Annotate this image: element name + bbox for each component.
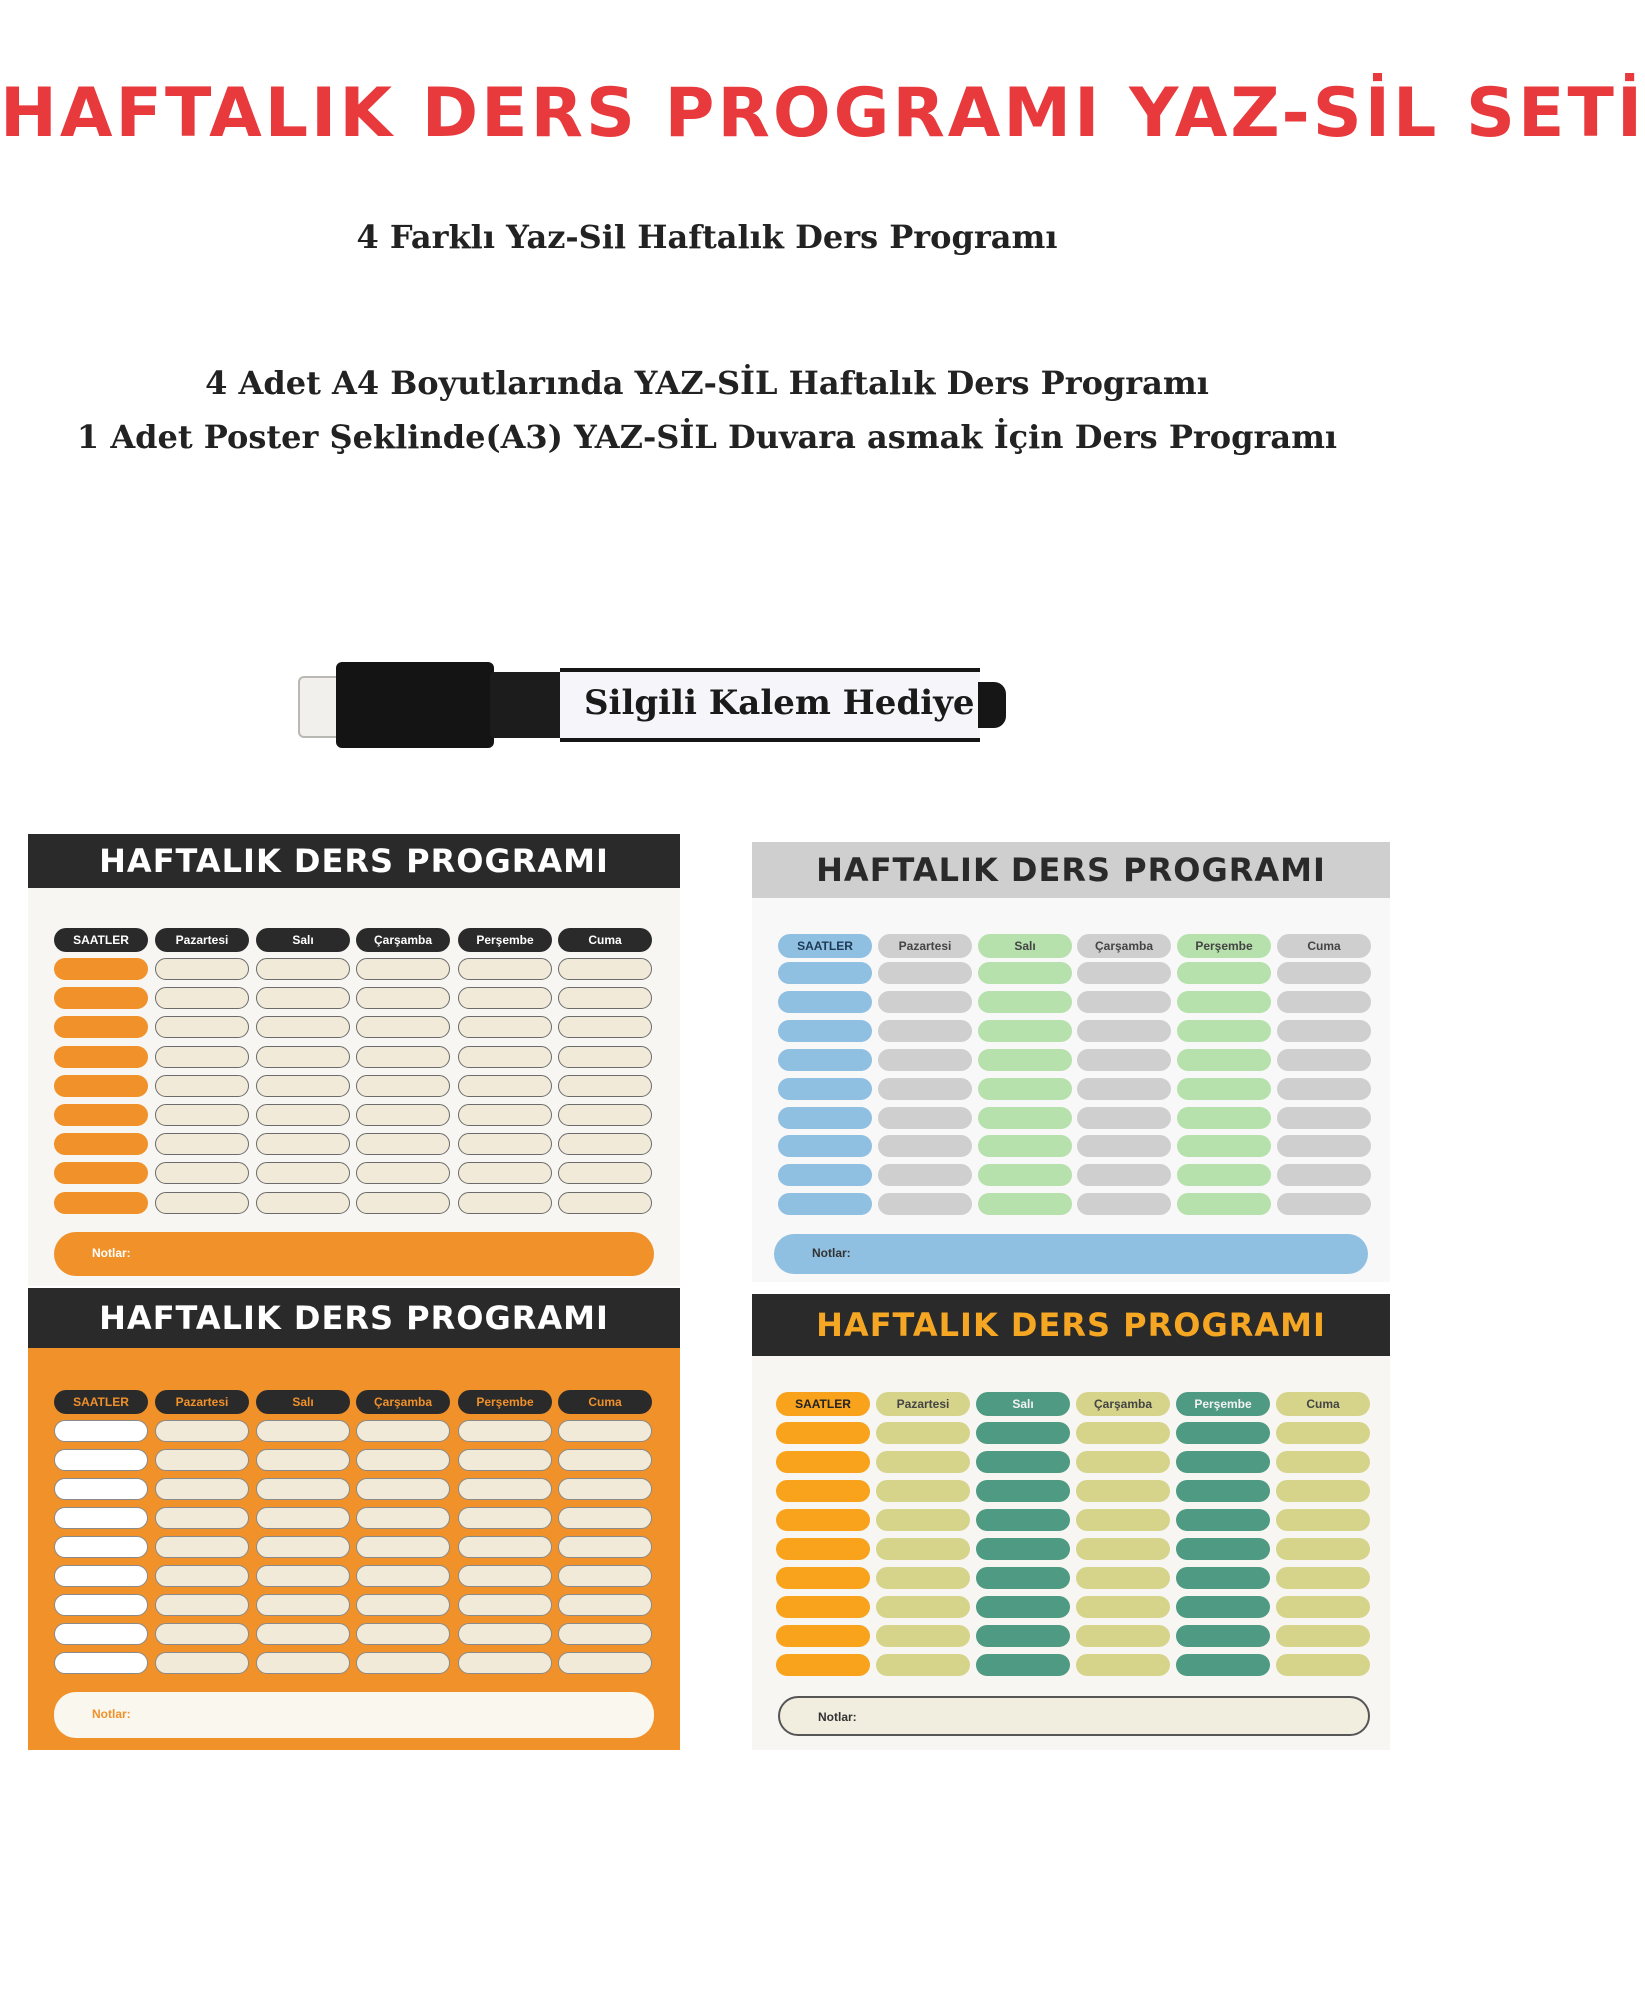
schedule-cell bbox=[776, 1538, 870, 1560]
schedule-cell bbox=[978, 1078, 1072, 1100]
header-0: SAATLER bbox=[776, 1392, 870, 1416]
schedule-cell bbox=[458, 1507, 552, 1529]
header-3: Çarşamba bbox=[356, 1390, 450, 1414]
schedule-cell bbox=[558, 1162, 652, 1184]
schedule-cell bbox=[1076, 1509, 1170, 1531]
schedule-cell bbox=[558, 1449, 652, 1471]
schedule-cell bbox=[1176, 1509, 1270, 1531]
schedule-cell bbox=[1177, 1135, 1271, 1157]
schedule-cell bbox=[558, 958, 652, 980]
schedule-cell bbox=[876, 1451, 970, 1473]
schedule-cell bbox=[778, 1164, 872, 1186]
schedule-cell bbox=[776, 1509, 870, 1531]
schedule-cell bbox=[1277, 991, 1371, 1013]
schedule-cell bbox=[776, 1422, 870, 1444]
schedule-cell bbox=[558, 1623, 652, 1645]
schedule-cell bbox=[54, 1507, 148, 1529]
schedule-cell bbox=[1077, 1078, 1171, 1100]
schedule-cell bbox=[256, 1565, 350, 1587]
schedule-cell bbox=[1076, 1596, 1170, 1618]
header-3: Çarşamba bbox=[1077, 934, 1171, 958]
schedule-cell bbox=[356, 1016, 450, 1038]
schedule-cell bbox=[54, 1449, 148, 1471]
schedule-cell bbox=[54, 1075, 148, 1097]
schedule-cell bbox=[356, 1449, 450, 1471]
schedule-cell bbox=[558, 1507, 652, 1529]
subtitle: 4 Farklı Yaz-Sil Haftalık Ders Programı bbox=[356, 218, 1058, 256]
schedule-cell bbox=[776, 1596, 870, 1618]
schedule-cell bbox=[155, 1192, 249, 1214]
notes-label: Notlar: bbox=[818, 1710, 857, 1724]
schedule-cell bbox=[878, 1193, 972, 1215]
schedule-cell bbox=[976, 1422, 1070, 1444]
schedule-cell bbox=[155, 1594, 249, 1616]
pen-tip bbox=[978, 682, 1006, 728]
schedule-cell bbox=[356, 987, 450, 1009]
schedule-teal-olive bbox=[752, 1294, 1390, 1750]
schedule-cell bbox=[356, 1192, 450, 1214]
schedule-cell bbox=[458, 1565, 552, 1587]
schedule-cell bbox=[458, 1046, 552, 1068]
schedule-cell bbox=[54, 1652, 148, 1674]
schedule-cell bbox=[256, 1162, 350, 1184]
schedule-cell bbox=[558, 1075, 652, 1097]
schedule-cell bbox=[1077, 962, 1171, 984]
schedule-cell bbox=[878, 1020, 972, 1042]
schedule-cell bbox=[776, 1480, 870, 1502]
notes-label: Notlar: bbox=[92, 1246, 131, 1260]
header-5: Cuma bbox=[1277, 934, 1371, 958]
schedule-cell bbox=[1277, 1049, 1371, 1071]
schedule-cell bbox=[876, 1538, 970, 1560]
schedule-cell bbox=[978, 962, 1072, 984]
schedule-cell bbox=[1276, 1422, 1370, 1444]
schedule-cell bbox=[876, 1509, 970, 1531]
schedule-cell bbox=[256, 1133, 350, 1155]
header-1: Pazartesi bbox=[155, 928, 249, 952]
schedule-cell bbox=[876, 1567, 970, 1589]
schedule-cell bbox=[1176, 1480, 1270, 1502]
schedule-cell bbox=[1276, 1654, 1370, 1676]
schedule-cell bbox=[458, 1420, 552, 1442]
schedule-cell bbox=[155, 1046, 249, 1068]
schedule-cell bbox=[878, 1107, 972, 1129]
header-2: Salı bbox=[976, 1392, 1070, 1416]
schedule-cell bbox=[1076, 1625, 1170, 1647]
schedule-cell bbox=[876, 1596, 970, 1618]
schedule-cell bbox=[155, 1016, 249, 1038]
schedule-cell bbox=[458, 987, 552, 1009]
notes-box bbox=[54, 1692, 654, 1738]
schedule-cell bbox=[1177, 1164, 1271, 1186]
schedule-cell bbox=[1277, 1193, 1371, 1215]
header-0: SAATLER bbox=[54, 928, 148, 952]
schedule-cell bbox=[1277, 1135, 1371, 1157]
schedule-cell bbox=[978, 1107, 1072, 1129]
schedule-cell bbox=[976, 1480, 1070, 1502]
schedule-cell bbox=[356, 1046, 450, 1068]
header-2: Salı bbox=[256, 928, 350, 952]
schedule-title: HAFTALIK DERS PROGRAMI bbox=[28, 834, 680, 888]
schedule-cell bbox=[778, 1135, 872, 1157]
schedule-cell bbox=[976, 1596, 1070, 1618]
schedule-cell bbox=[458, 1162, 552, 1184]
schedule-cell bbox=[1176, 1567, 1270, 1589]
schedule-cell bbox=[1176, 1654, 1270, 1676]
pen-collar bbox=[490, 672, 564, 738]
schedule-cell bbox=[558, 1133, 652, 1155]
header-4: Perşembe bbox=[458, 928, 552, 952]
schedule-cell bbox=[54, 1016, 148, 1038]
header-1: Pazartesi bbox=[876, 1392, 970, 1416]
schedule-cell bbox=[558, 1046, 652, 1068]
schedule-cell bbox=[976, 1538, 1070, 1560]
schedule-cell bbox=[558, 1478, 652, 1500]
schedule-cell bbox=[558, 987, 652, 1009]
schedule-blue-green bbox=[752, 842, 1390, 1282]
schedule-cell bbox=[356, 1478, 450, 1500]
schedule-cell bbox=[54, 1104, 148, 1126]
schedule-cell bbox=[155, 1449, 249, 1471]
schedule-cell bbox=[1077, 1193, 1171, 1215]
schedule-cell bbox=[1276, 1567, 1370, 1589]
schedule-cell bbox=[256, 958, 350, 980]
schedule-cell bbox=[776, 1567, 870, 1589]
schedule-cell bbox=[256, 1016, 350, 1038]
schedule-cell bbox=[978, 1020, 1072, 1042]
schedule-cell bbox=[778, 991, 872, 1013]
schedule-cell bbox=[876, 1422, 970, 1444]
schedule-cell bbox=[878, 1164, 972, 1186]
schedule-cell bbox=[878, 1049, 972, 1071]
header-4: Perşembe bbox=[1176, 1392, 1270, 1416]
schedule-cell bbox=[54, 1046, 148, 1068]
schedule-cell bbox=[1276, 1509, 1370, 1531]
schedule-cell bbox=[1077, 1020, 1171, 1042]
schedule-cell bbox=[1276, 1480, 1370, 1502]
schedule-cell bbox=[256, 1478, 350, 1500]
schedule-cell bbox=[54, 987, 148, 1009]
schedule-cell bbox=[458, 1449, 552, 1471]
schedule-cell bbox=[778, 1078, 872, 1100]
schedule-cell bbox=[1077, 991, 1171, 1013]
schedule-cell bbox=[558, 1192, 652, 1214]
schedule-cell bbox=[1176, 1596, 1270, 1618]
header-2: Salı bbox=[256, 1390, 350, 1414]
schedule-cell bbox=[1076, 1654, 1170, 1676]
schedule-cell bbox=[155, 958, 249, 980]
schedule-cell bbox=[558, 1536, 652, 1558]
schedule-cell bbox=[1277, 1020, 1371, 1042]
schedule-cell bbox=[356, 1104, 450, 1126]
schedule-cell bbox=[155, 1478, 249, 1500]
schedule-cell bbox=[976, 1654, 1070, 1676]
schedule-cell bbox=[458, 1016, 552, 1038]
schedule-cell bbox=[876, 1480, 970, 1502]
schedule-cell bbox=[54, 1192, 148, 1214]
schedule-cell bbox=[155, 1507, 249, 1529]
notes-label: Notlar: bbox=[812, 1246, 851, 1260]
schedule-cell bbox=[1277, 1164, 1371, 1186]
schedule-cell bbox=[1076, 1567, 1170, 1589]
schedule-cell bbox=[978, 1164, 1072, 1186]
schedule-cell bbox=[54, 1133, 148, 1155]
schedule-cell bbox=[776, 1625, 870, 1647]
schedule-cell bbox=[356, 1507, 450, 1529]
schedule-cell bbox=[54, 1162, 148, 1184]
schedule-cell bbox=[558, 1104, 652, 1126]
schedule-cell bbox=[558, 1016, 652, 1038]
schedule-cell bbox=[155, 987, 249, 1009]
notes-box bbox=[54, 1232, 654, 1276]
schedule-cell bbox=[356, 1565, 450, 1587]
schedule-cell bbox=[155, 1104, 249, 1126]
schedule-cell bbox=[356, 1623, 450, 1645]
schedule-cell bbox=[1076, 1480, 1170, 1502]
schedule-cell bbox=[878, 1078, 972, 1100]
pen-cap bbox=[336, 662, 494, 748]
header-5: Cuma bbox=[1276, 1392, 1370, 1416]
schedule-cell bbox=[458, 1104, 552, 1126]
description-line-1: 4 Adet A4 Boyutlarında YAZ-SİL Haftalık Ders Programı bbox=[205, 364, 1209, 402]
schedule-cell bbox=[1276, 1596, 1370, 1618]
schedule-cell bbox=[256, 1536, 350, 1558]
schedule-cell bbox=[1077, 1049, 1171, 1071]
schedule-cell bbox=[876, 1654, 970, 1676]
schedule-cell bbox=[356, 1075, 450, 1097]
schedule-cell bbox=[778, 1107, 872, 1129]
schedule-cell bbox=[256, 1449, 350, 1471]
schedule-cell bbox=[155, 1420, 249, 1442]
schedule-cell bbox=[1076, 1422, 1170, 1444]
notes-box bbox=[774, 1234, 1368, 1274]
schedule-cell bbox=[1277, 1107, 1371, 1129]
schedule-cell bbox=[1076, 1451, 1170, 1473]
schedule-cell bbox=[256, 1075, 350, 1097]
schedule-title: HAFTALIK DERS PROGRAMI bbox=[28, 1288, 680, 1348]
schedule-cell bbox=[878, 991, 972, 1013]
schedule-cell bbox=[558, 1420, 652, 1442]
schedule-title: HAFTALIK DERS PROGRAMI bbox=[752, 842, 1390, 898]
header-1: Pazartesi bbox=[155, 1390, 249, 1414]
schedule-cell bbox=[1276, 1538, 1370, 1560]
schedule-cell bbox=[256, 1623, 350, 1645]
schedule-cell bbox=[1176, 1422, 1270, 1444]
schedule-cell bbox=[155, 1162, 249, 1184]
header-0: SAATLER bbox=[778, 934, 872, 958]
schedule-cell bbox=[458, 1652, 552, 1674]
pen-label: Silgili Kalem Hediye bbox=[584, 683, 975, 723]
schedule-cell bbox=[356, 1133, 450, 1155]
schedule-cell bbox=[1177, 1049, 1271, 1071]
schedule-cell bbox=[155, 1133, 249, 1155]
schedule-cell bbox=[54, 1478, 148, 1500]
schedule-cell bbox=[1077, 1135, 1171, 1157]
schedule-cell bbox=[256, 1652, 350, 1674]
schedule-cell bbox=[458, 1478, 552, 1500]
schedule-cell bbox=[54, 1623, 148, 1645]
schedule-cell bbox=[878, 1135, 972, 1157]
schedule-orange-white bbox=[28, 834, 680, 1286]
schedule-cell bbox=[256, 987, 350, 1009]
description-line-2: 1 Adet Poster Şeklinde(A3) YAZ-SİL Duvara asmak İçin Ders Programı bbox=[76, 418, 1338, 456]
header-2: Salı bbox=[978, 934, 1072, 958]
schedule-cell bbox=[1177, 1107, 1271, 1129]
schedule-cell bbox=[458, 1594, 552, 1616]
schedule-cell bbox=[458, 1536, 552, 1558]
schedule-cell bbox=[1077, 1107, 1171, 1129]
header-1: Pazartesi bbox=[878, 934, 972, 958]
schedule-cell bbox=[878, 962, 972, 984]
schedule-cell bbox=[778, 1049, 872, 1071]
main-title: HAFTALIK DERS PROGRAMI YAZ-SİL SETİ bbox=[0, 74, 1645, 153]
schedule-cell bbox=[778, 1193, 872, 1215]
schedule-cell bbox=[978, 1135, 1072, 1157]
header-4: Perşembe bbox=[1177, 934, 1271, 958]
schedule-cell bbox=[458, 1075, 552, 1097]
schedule-cell bbox=[976, 1567, 1070, 1589]
header-0: SAATLER bbox=[54, 1390, 148, 1414]
schedule-cell bbox=[1177, 1078, 1271, 1100]
schedule-cell bbox=[558, 1565, 652, 1587]
schedule-cell bbox=[54, 1565, 148, 1587]
schedule-orange-background bbox=[28, 1288, 680, 1750]
schedule-cell bbox=[155, 1623, 249, 1645]
schedule-cell bbox=[978, 991, 1072, 1013]
schedule-cell bbox=[1176, 1451, 1270, 1473]
schedule-cell bbox=[1177, 991, 1271, 1013]
schedule-cell bbox=[1177, 962, 1271, 984]
schedule-cell bbox=[1277, 1078, 1371, 1100]
schedule-cell bbox=[155, 1652, 249, 1674]
schedule-cell bbox=[256, 1507, 350, 1529]
schedule-cell bbox=[976, 1625, 1070, 1647]
schedule-cell bbox=[54, 958, 148, 980]
schedule-cell bbox=[1177, 1020, 1271, 1042]
schedule-cell bbox=[1077, 1164, 1171, 1186]
schedule-cell bbox=[776, 1654, 870, 1676]
schedule-cell bbox=[256, 1420, 350, 1442]
schedule-cell bbox=[458, 1133, 552, 1155]
schedule-cell bbox=[155, 1565, 249, 1587]
schedule-cell bbox=[778, 962, 872, 984]
schedule-cell bbox=[256, 1046, 350, 1068]
schedule-cell bbox=[356, 1594, 450, 1616]
schedule-cell bbox=[1177, 1193, 1271, 1215]
schedule-cell bbox=[54, 1420, 148, 1442]
schedule-cell bbox=[558, 1652, 652, 1674]
schedule-cell bbox=[976, 1451, 1070, 1473]
header-4: Perşembe bbox=[458, 1390, 552, 1414]
header-5: Cuma bbox=[558, 928, 652, 952]
schedule-cell bbox=[458, 1623, 552, 1645]
schedule-cell bbox=[356, 1162, 450, 1184]
schedule-cell bbox=[356, 1420, 450, 1442]
schedule-cell bbox=[356, 1536, 450, 1558]
notes-box bbox=[778, 1696, 1370, 1736]
schedule-cell bbox=[1176, 1625, 1270, 1647]
schedule-cell bbox=[1176, 1538, 1270, 1560]
schedule-cell bbox=[458, 958, 552, 980]
schedule-cell bbox=[54, 1536, 148, 1558]
schedule-cell bbox=[256, 1192, 350, 1214]
schedule-cell bbox=[876, 1625, 970, 1647]
marker-pen bbox=[298, 658, 1018, 752]
schedule-cell bbox=[1276, 1625, 1370, 1647]
header-5: Cuma bbox=[558, 1390, 652, 1414]
schedule-cell bbox=[256, 1594, 350, 1616]
schedule-cell bbox=[356, 958, 450, 980]
schedule-cell bbox=[1076, 1538, 1170, 1560]
schedule-cell bbox=[776, 1451, 870, 1473]
schedule-title: HAFTALIK DERS PROGRAMI bbox=[752, 1294, 1390, 1356]
schedule-cell bbox=[976, 1509, 1070, 1531]
schedule-cell bbox=[1276, 1451, 1370, 1473]
schedule-cell bbox=[54, 1594, 148, 1616]
schedule-cell bbox=[155, 1536, 249, 1558]
schedule-cell bbox=[778, 1020, 872, 1042]
notes-label: Notlar: bbox=[92, 1707, 131, 1721]
schedule-cell bbox=[978, 1193, 1072, 1215]
schedule-cell bbox=[155, 1075, 249, 1097]
schedule-cell bbox=[558, 1594, 652, 1616]
schedule-cell bbox=[356, 1652, 450, 1674]
schedule-cell bbox=[458, 1192, 552, 1214]
schedule-cell bbox=[1277, 962, 1371, 984]
header-3: Çarşamba bbox=[1076, 1392, 1170, 1416]
schedule-cell bbox=[256, 1104, 350, 1126]
schedule-cell bbox=[978, 1049, 1072, 1071]
header-3: Çarşamba bbox=[356, 928, 450, 952]
